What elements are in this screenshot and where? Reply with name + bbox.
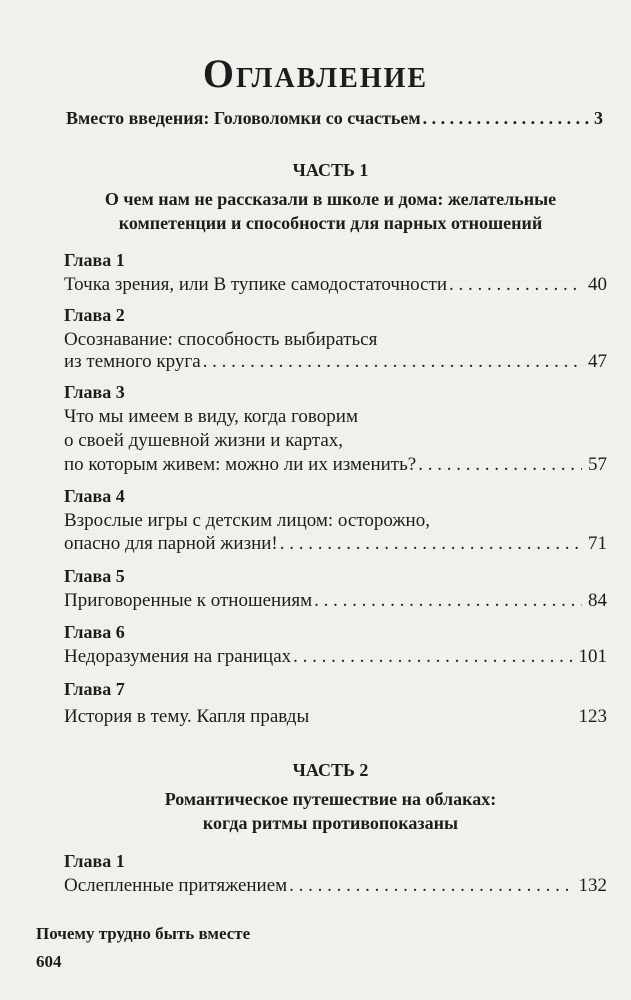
chapter-title: Точка зрения, или В тупике самодостаточности bbox=[64, 274, 447, 295]
toc-entry-chapter-3[interactable] bbox=[64, 454, 607, 476]
leader-dots bbox=[280, 533, 582, 555]
chapter-page: 40 bbox=[588, 274, 607, 295]
leader-dots bbox=[314, 590, 582, 612]
chapter-title: Ослепленные притяжением bbox=[64, 875, 288, 896]
toc-entry-chapter-2[interactable] bbox=[64, 351, 607, 373]
chapter-title: Недоразумения на границах bbox=[64, 646, 292, 667]
chapter-label: Глава 1 bbox=[64, 250, 125, 270]
part2-subtitle-line-2: когда ритмы противопоказаны bbox=[202, 813, 459, 833]
toc-entry-chapter-6[interactable] bbox=[64, 646, 607, 668]
chapter-page: 84 bbox=[588, 590, 607, 611]
chapter-title: из темного круга bbox=[64, 351, 201, 372]
part1-subtitle-line-1: О чем нам не рассказали в школе и дома: желательные bbox=[104, 189, 557, 209]
leader-dots bbox=[293, 646, 572, 668]
chapter-title-line: Осознавание: способность выбираться bbox=[64, 329, 378, 350]
leader-dots bbox=[203, 351, 582, 373]
chapter-title-line: Взрослые игры с детским лицом: осторожно, bbox=[64, 510, 430, 531]
part2-title: ЧАСТЬ 2 bbox=[292, 760, 369, 780]
page-number: 604 bbox=[36, 952, 62, 971]
chapter-page: 132 bbox=[578, 875, 607, 896]
chapter-label: Глава 6 bbox=[64, 622, 125, 642]
chapter-label: Глава 5 bbox=[64, 566, 125, 586]
intro-page: 3 bbox=[594, 108, 603, 128]
chapter-page: 101 bbox=[578, 646, 607, 667]
leader-dots bbox=[289, 875, 572, 897]
chapter-title: История в тему. Капля правды bbox=[64, 706, 310, 727]
intro-title: Вместо введения: Головоломки со счастьем bbox=[66, 108, 421, 128]
part1-title: ЧАСТЬ 1 bbox=[292, 160, 369, 180]
leader-dots bbox=[423, 108, 592, 129]
toc-entry-chapter-5[interactable] bbox=[64, 590, 607, 612]
toc-entry-chapter-7[interactable] bbox=[64, 706, 607, 728]
chapter-label: Глава 7 bbox=[64, 679, 125, 699]
page-title: Оглавление bbox=[202, 51, 429, 96]
part2-subtitle-line-1: Романтическое путешествие на облаках: bbox=[164, 789, 497, 809]
toc-entry-part2-chapter-1[interactable] bbox=[64, 875, 607, 897]
toc-entry-chapter-1[interactable] bbox=[64, 274, 607, 296]
running-footer-title: Почему трудно быть вместе bbox=[36, 924, 251, 943]
chapter-page: 47 bbox=[588, 351, 607, 372]
chapter-page: 57 bbox=[588, 454, 607, 475]
chapter-title: опасно для парной жизни! bbox=[64, 533, 278, 554]
chapter-title: Приговоренные к отношениям bbox=[64, 590, 313, 611]
chapter-page: 123 bbox=[578, 706, 607, 727]
leader-dots bbox=[418, 454, 582, 476]
chapter-label: Глава 3 bbox=[64, 382, 125, 402]
chapter-label: Глава 2 bbox=[64, 305, 125, 325]
leader-dots bbox=[449, 274, 582, 296]
chapter-label: Глава 1 bbox=[64, 851, 125, 871]
chapter-page: 71 bbox=[588, 533, 607, 554]
chapter-title-line: о своей душевной жизни и картах, bbox=[64, 430, 344, 451]
chapter-label: Глава 4 bbox=[64, 486, 125, 506]
toc-intro-entry[interactable] bbox=[66, 108, 603, 129]
chapter-title: по которым живем: можно ли их изменить? bbox=[64, 454, 417, 475]
part1-subtitle-line-2: компетенции и способности для парных отношений bbox=[118, 213, 543, 233]
chapter-title-line: Что мы имеем в виду, когда говорим bbox=[64, 406, 358, 427]
toc-entry-chapter-4[interactable] bbox=[64, 533, 607, 555]
